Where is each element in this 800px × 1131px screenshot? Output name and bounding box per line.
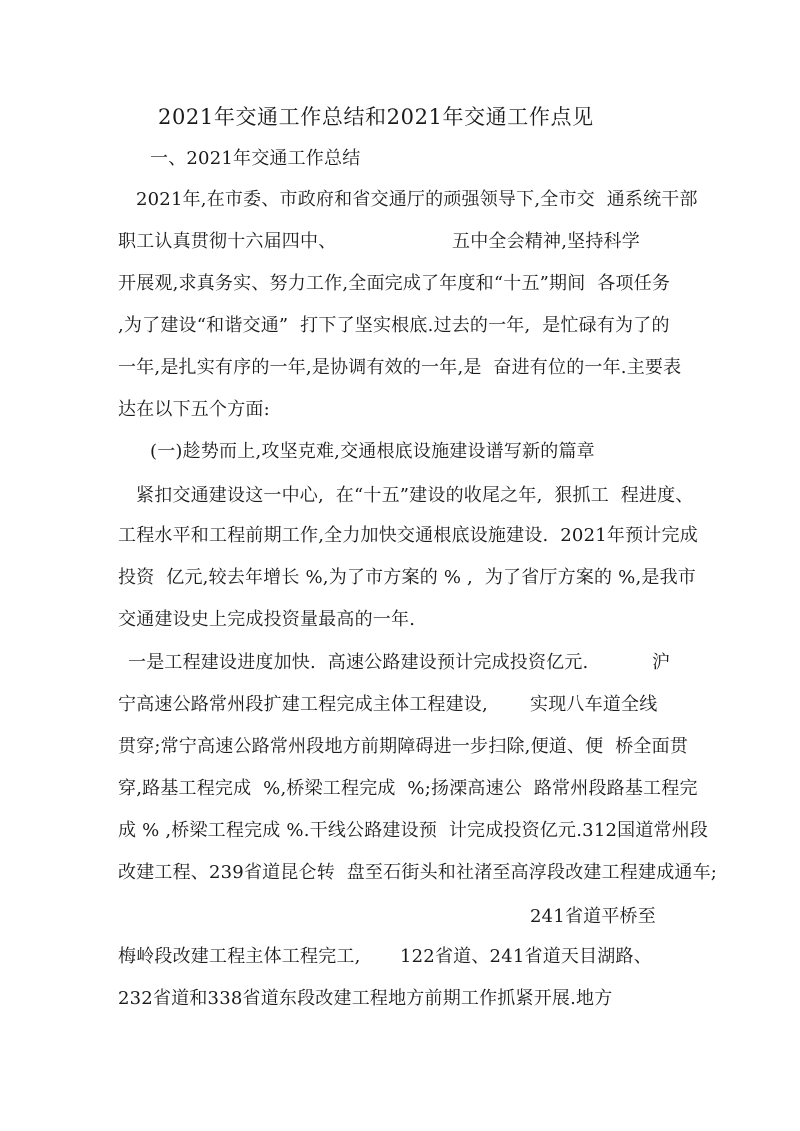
paragraph-line: 一年,是扎实有序的一年,是协调有效的一年,是 奋进有位的一年.主要表 xyxy=(118,357,682,378)
paragraph-line: 一是工程建设进度加快. 高速公路建设预计完成投资亿元. xyxy=(128,652,589,673)
paragraph-line: 梅岭段改建工程主体工程完工, xyxy=(118,946,361,967)
paragraph-line: 改建工程、239省道昆仑转 盘至石街头和社渚至高淳段改建工程建成通车; xyxy=(118,862,718,883)
paragraph-line: 122省道、241省道天目湖路、 xyxy=(400,946,652,967)
paragraph-line: 开展观,求真务实、努力工作,全面完成了年度和“十五”期间 各项任务 xyxy=(118,273,671,294)
paragraph-line: 紧扣交通建设这一中心, 在“十五”建设的收尾之年, 狠抓工 程进度、 xyxy=(136,485,694,506)
paragraph-line: 241省道平桥至 xyxy=(530,906,656,927)
paragraph-line: 成 % ,桥梁工程完成 %.干线公路建设预 计完成投资亿元.312国道常州段 xyxy=(118,820,709,841)
paragraph-line: ,为了建设“和谐交通” 打下了坚实根底.过去的一年, 是忙碌有为了的 xyxy=(118,315,670,336)
paragraph-line: 沪 xyxy=(652,652,671,673)
paragraph-line: 投资 亿元,较去年增长 %,为了市方案的 % , 为了省厅方案的 %,是我市 xyxy=(118,567,696,588)
paragraph-line: 232省道和338省道东段改建工程地方前期工作抓紧开展.地方 xyxy=(118,988,613,1009)
document-title: 2021年交通工作总结和2021年交通工作点见 xyxy=(158,105,594,129)
paragraph-line: 交通建设史上完成投资量最高的一年. xyxy=(118,609,416,630)
paragraph-line: 宁高速公路常州段扩建工程完成主体工程建设, xyxy=(118,694,488,715)
subheading: (一)趁势而上,攻坚克难,交通根底设施建设谱写新的篇章 xyxy=(150,441,595,462)
section-heading: 一、2021年交通工作总结 xyxy=(150,148,361,169)
paragraph-line: 穿,路基工程完成 %,桥梁工程完成 %;扬溧高速公 路常州段路基工程完 xyxy=(118,778,698,799)
paragraph-line: 贯穿;常宁高速公路常州段地方前期障碍进一步扫除,便道、便 桥全面贯 xyxy=(118,736,689,757)
paragraph-line: 职工认真贯彻十六届四中、 xyxy=(118,231,337,252)
paragraph-line: 2021年,在市委、市政府和省交通厅的顽强领导下,全市交 通系统干部 xyxy=(136,189,698,210)
paragraph-line: 达在以下五个方面: xyxy=(118,399,270,420)
paragraph-line: 工程水平和工程前期工作,全力加快交通根底设施建设. 2021年预计完成 xyxy=(118,525,698,546)
paragraph-line: 实现八车道全线 xyxy=(530,694,658,715)
paragraph-line: 五中全会精神,坚持科学 xyxy=(452,231,640,252)
